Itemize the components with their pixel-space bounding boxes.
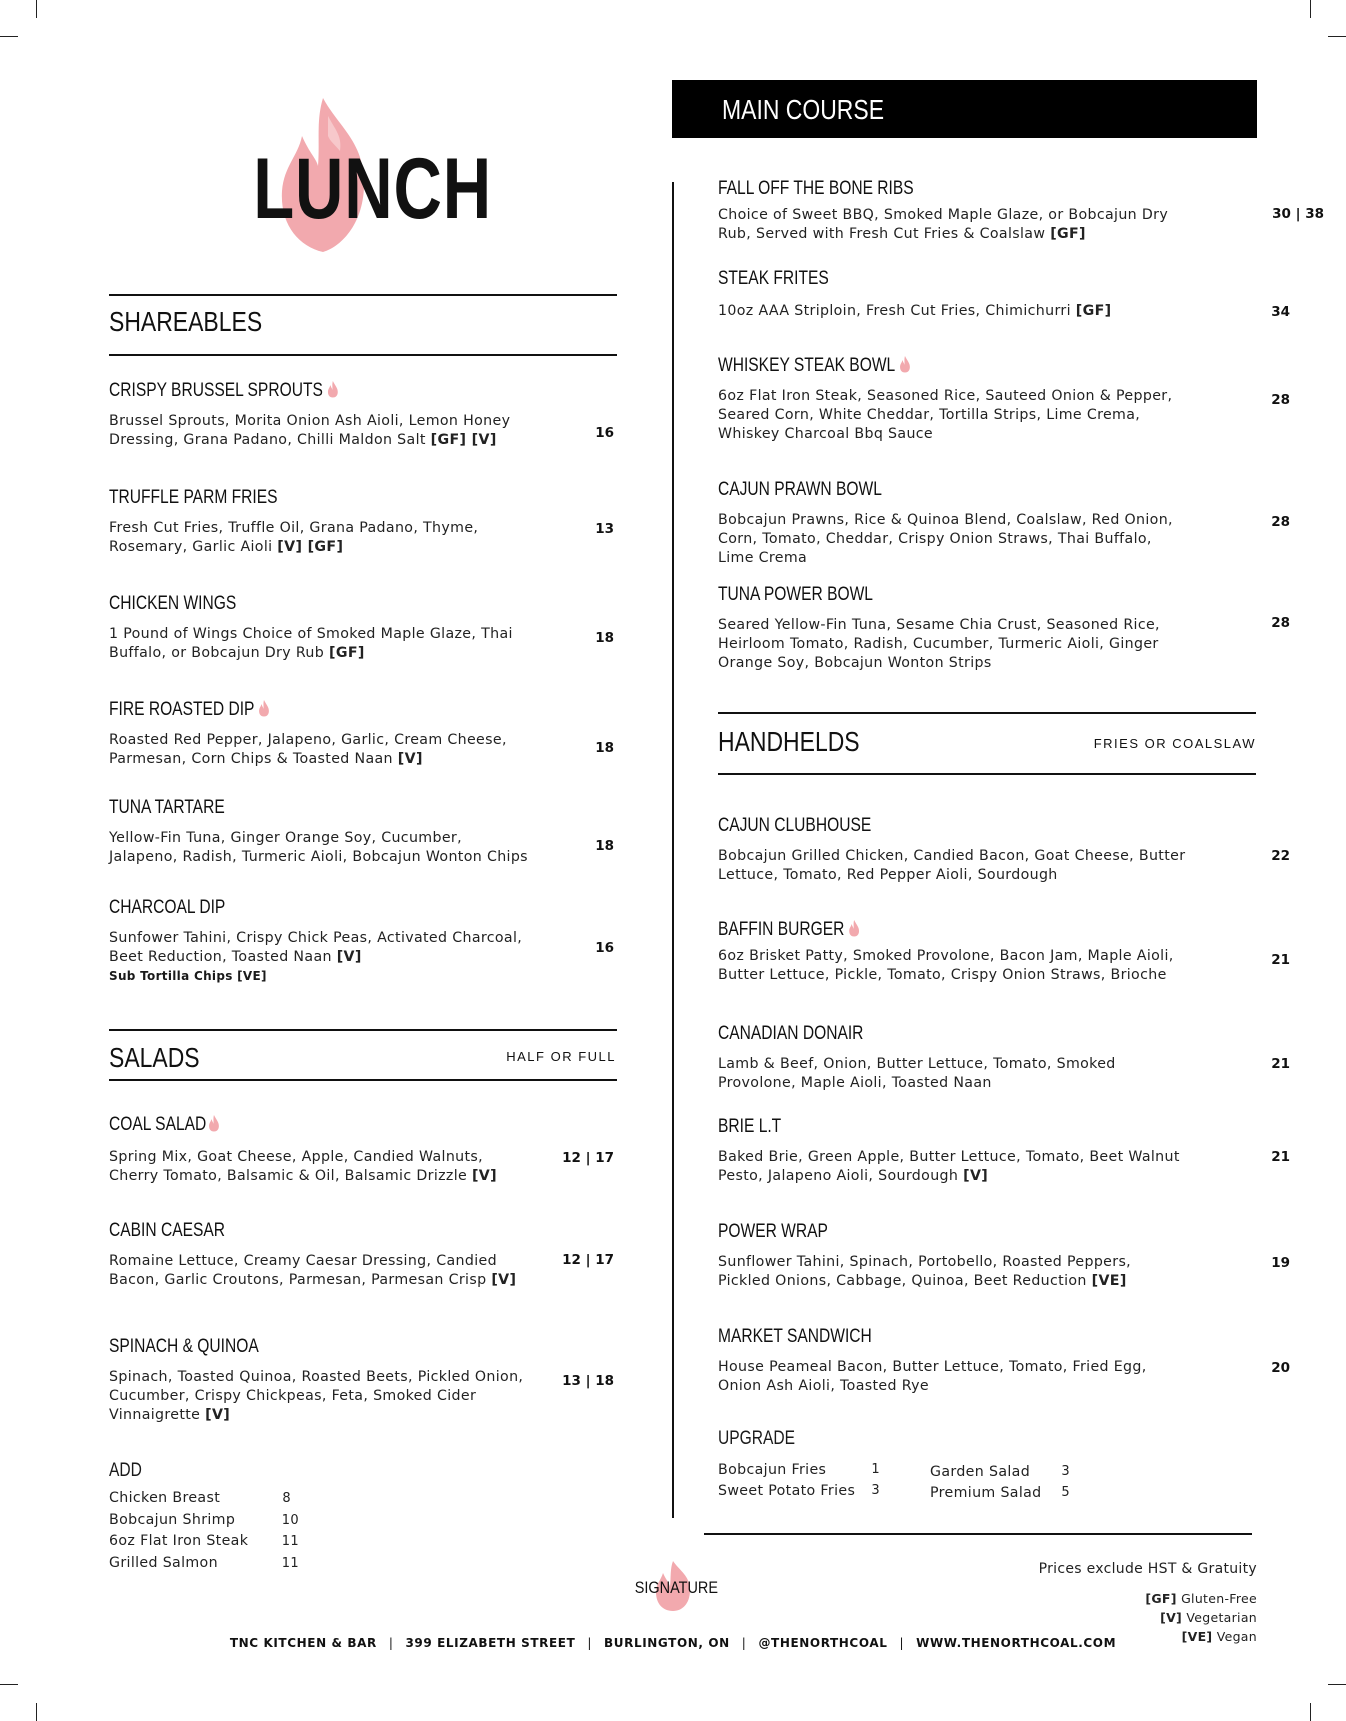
item-description: Bobcajun Prawns, Rice & Quinoa Blend, Coalslaw, Red Onion, Corn, Tomato, Cheddar, Crispy Onion Straws, Thai Buffalo, Lime Crema xyxy=(718,512,1173,566)
item-name: CHARCOAL DIP xyxy=(109,897,226,918)
add-on-price: 8 xyxy=(282,1491,291,1506)
upgrade-label: Garden Salad xyxy=(930,1464,1031,1480)
social-handle: @THENORTHCOAL xyxy=(758,1636,888,1650)
legend-code: [V] xyxy=(1160,1610,1183,1625)
website-link[interactable]: WWW.THENORTHCOAL.COM xyxy=(916,1636,1117,1650)
divider xyxy=(109,1079,617,1081)
footer-separator: | xyxy=(587,1636,593,1650)
signature-flame-icon xyxy=(848,919,859,937)
item-price: 12 | 17 xyxy=(562,1252,614,1268)
divider xyxy=(109,294,617,296)
item-description: Spinach, Toasted Quinoa, Roasted Beets, Pickled Onion, Cucumber, Crispy Chickpeas, Feta, Smoked Cider Vinnaigrette xyxy=(109,1369,524,1423)
add-ons-list xyxy=(109,1488,299,1574)
item-price: 16 xyxy=(595,940,614,956)
item-description: Lamb & Beef, Onion, Butter Lettuce, Tomato, Smoked Provolone, Maple Aioli, Toasted Naan xyxy=(718,1056,1116,1091)
item-name: TUNA POWER BOWL xyxy=(718,584,873,605)
dietary-tags: [V] xyxy=(397,751,423,767)
item-description: 6oz Flat Iron Steak, Seasoned Rice, Sauteed Onion & Pepper, Seared Corn, White Cheddar, Tortilla Strips, Lime Crema, Whiskey Charcoal Bbq Sauce xyxy=(718,388,1173,442)
divider xyxy=(718,773,1256,775)
item-description: 10oz AAA Striploin, Fresh Cut Fries, Chimichurri xyxy=(718,303,1071,319)
list-item xyxy=(718,1483,880,1499)
add-on-label: Grilled Salmon xyxy=(109,1554,218,1571)
item-description: Roasted Red Pepper, Jalapeno, Garlic, Cream Cheese, Parmesan, Corn Chips & Toasted Naan xyxy=(109,732,507,767)
item-name: COAL SALAD xyxy=(109,1114,207,1135)
item-price: 13 | 18 xyxy=(562,1373,614,1389)
item-price: 18 xyxy=(595,740,614,756)
column-divider xyxy=(672,182,674,1518)
item-description: 6oz Brisket Patty, Smoked Provolone, Bacon Jam, Maple Aioli, Butter Lettuce, Pickle, Tomato, Crispy Onion Straws, Brioche xyxy=(718,948,1174,983)
prices-note: Prices exclude HST & Gratuity xyxy=(1038,1561,1257,1577)
menu-item xyxy=(718,919,1288,985)
dietary-tags: [V] xyxy=(205,1407,231,1423)
list-item xyxy=(930,1485,1070,1501)
menu-item xyxy=(109,487,614,557)
crop-mark xyxy=(1328,1684,1346,1685)
item-price: 13 xyxy=(595,521,614,537)
upgrade-price: 3 xyxy=(1061,1464,1070,1479)
legend-label: Vegan xyxy=(1216,1629,1257,1644)
salads-size-note: HALF OR FULL xyxy=(506,1049,616,1064)
item-price: 20 xyxy=(1271,1360,1290,1376)
signature-label: SIGNATURE xyxy=(634,1578,718,1597)
legend-row xyxy=(1145,1608,1257,1627)
legend-code: [VE] xyxy=(1181,1629,1213,1644)
footer xyxy=(0,1636,1346,1650)
dietary-tags: [GF] [V] xyxy=(430,432,497,448)
menu-item xyxy=(109,699,614,769)
item-price: 30 | 38 xyxy=(1272,206,1324,222)
main-course-banner xyxy=(672,80,1257,138)
list-item xyxy=(109,1553,299,1575)
item-price: 19 xyxy=(1271,1255,1290,1271)
add-on-label: Chicken Breast xyxy=(109,1490,221,1506)
section-title-shareables: SHAREABLES xyxy=(109,306,263,337)
signature-flame-icon xyxy=(208,1114,219,1132)
item-name: CABIN CAESAR xyxy=(109,1220,226,1241)
item-name: TRUFFLE PARM FRIES xyxy=(109,487,278,508)
upgrade-price: 3 xyxy=(871,1483,880,1498)
crop-mark xyxy=(36,1703,37,1721)
item-name: CRISPY BRUSSEL SPROUTS xyxy=(109,380,323,401)
item-name: CAJUN PRAWN BOWL xyxy=(718,479,882,500)
item-price: 18 xyxy=(595,630,614,646)
menu-item xyxy=(718,178,1324,244)
signature-flame-icon xyxy=(327,380,338,398)
divider xyxy=(704,1533,1252,1535)
item-name: FALL OFF THE BONE RIBS xyxy=(718,178,914,199)
item-price: 12 | 17 xyxy=(562,1150,614,1166)
dietary-tags: [GF] xyxy=(1050,226,1086,242)
menu-item xyxy=(109,1114,614,1186)
dietary-tags: [V] xyxy=(336,949,362,965)
item-name: TUNA TARTARE xyxy=(109,797,225,818)
dietary-tags: [GF] xyxy=(328,645,365,661)
item-description: 1 Pound of Wings Choice of Smoked Maple Glaze, Thai Buffalo, or Bobcajun Dry Rub xyxy=(109,626,513,661)
dietary-tags: [VE] xyxy=(1091,1273,1127,1289)
item-description: Sunflower Tahini, Spinach, Portobello, Roasted Peppers, Pickled Onions, Cabbage, Quinoa, Beet Reduction xyxy=(718,1254,1132,1289)
dietary-tags: [V] xyxy=(471,1168,497,1184)
item-price: 18 xyxy=(595,838,614,854)
item-extra-option: Sub Tortilla Chips [VE] xyxy=(109,969,267,983)
menu-item xyxy=(718,479,1288,568)
list-item xyxy=(109,1488,299,1510)
item-description: Sunfower Tahini, Crispy Chick Peas, Activated Charcoal, Beet Reduction, Toasted Naan xyxy=(109,930,523,965)
menu-item xyxy=(109,380,614,450)
item-name: POWER WRAP xyxy=(718,1221,828,1242)
add-on-label: 6oz Flat Iron Steak xyxy=(109,1533,249,1549)
item-description: Bobcajun Grilled Chicken, Candied Bacon, Goat Cheese, Butter Lettuce, Tomato, Red Pepper Aioli, Sourdough xyxy=(718,848,1186,883)
menu-item xyxy=(109,1220,614,1290)
item-description: Seared Yellow-Fin Tuna, Sesame Chia Crust, Seasoned Rice, Heirloom Tomato, Radish, Cucumber, Turmeric Aioli, Ginger Orange Soy, Bobcajun Wonton Strips xyxy=(718,617,1160,671)
list-item xyxy=(930,1464,1070,1480)
menu-item xyxy=(718,1221,1288,1291)
crop-mark xyxy=(36,0,37,18)
crop-mark xyxy=(0,1684,18,1685)
dietary-tags: [V] xyxy=(491,1272,517,1288)
crop-mark xyxy=(0,36,18,37)
item-description: Romaine Lettuce, Creamy Caesar Dressing, Candied Bacon, Garlic Croutons, Parmesan, Parmesan Crisp xyxy=(109,1253,497,1288)
item-description: Baked Brie, Green Apple, Butter Lettuce, Tomato, Beet Walnut Pesto, Jalapeno Aioli, Sourdough xyxy=(718,1149,1180,1184)
item-description: Choice of Sweet BBQ, Smoked Maple Glaze, or Bobcajun Dry Rub, Served with Fresh Cut Fries & Coalslaw xyxy=(718,207,1169,242)
footer-separator: | xyxy=(899,1636,905,1650)
legend-code: [GF] xyxy=(1145,1591,1177,1606)
item-price: 22 xyxy=(1271,848,1290,864)
item-price: 16 xyxy=(595,425,614,441)
item-description: Yellow-Fin Tuna, Ginger Orange Soy, Cucumber, Jalapeno, Radish, Turmeric Aioli, Bobcajun Wonton Chips xyxy=(109,830,528,865)
item-name: SPINACH & QUINOA xyxy=(109,1336,259,1357)
add-on-label: Bobcajun Shrimp xyxy=(109,1511,236,1528)
menu-item xyxy=(718,1023,1288,1093)
menu-item xyxy=(718,584,1288,673)
dietary-tags: [V] xyxy=(963,1168,989,1184)
upgrade-price: 1 xyxy=(871,1462,880,1477)
item-name: WHISKEY STEAK BOWL xyxy=(718,355,896,376)
item-price: 21 xyxy=(1271,952,1290,968)
menu-item xyxy=(109,1336,614,1425)
menu-item xyxy=(109,897,614,983)
upgrade-label: Premium Salad xyxy=(930,1485,1042,1501)
item-price: 21 xyxy=(1271,1056,1290,1072)
add-on-price: 10 xyxy=(281,1512,299,1528)
legend-label: Vegetarian xyxy=(1186,1610,1257,1625)
item-name: BRIE L.T xyxy=(718,1116,782,1137)
section-title-main-course: MAIN COURSE xyxy=(722,94,885,125)
menu-title: LUNCH xyxy=(253,141,492,237)
item-price: 21 xyxy=(1271,1149,1290,1165)
add-on-price: 11 xyxy=(281,1534,299,1549)
crop-mark xyxy=(1328,36,1346,37)
upgrade-label: Bobcajun Fries xyxy=(718,1462,827,1478)
legend-row xyxy=(1145,1589,1257,1608)
section-title-handhelds: HANDHELDS xyxy=(718,726,860,757)
lunch-logo xyxy=(228,96,492,256)
upgrade-title: UPGRADE xyxy=(718,1428,796,1449)
list-item xyxy=(109,1510,299,1532)
item-name: CHICKEN WINGS xyxy=(109,593,237,614)
list-item xyxy=(718,1462,880,1478)
item-name: MARKET SANDWICH xyxy=(718,1326,872,1347)
crop-mark xyxy=(1310,1703,1311,1721)
list-item xyxy=(109,1531,299,1553)
menu-item xyxy=(718,268,1288,321)
menu-item xyxy=(718,355,1288,444)
signature-legend xyxy=(628,1560,718,1616)
item-description: Brussel Sprouts, Morita Onion Ash Aioli, Lemon Honey Dressing, Grana Padano, Chilli Maldon Salt xyxy=(109,413,511,448)
crop-mark xyxy=(1310,0,1311,18)
add-ons-title: ADD xyxy=(109,1460,142,1481)
handhelds-side-note: FRIES OR COALSLAW xyxy=(1093,736,1256,751)
item-price: 34 xyxy=(1271,304,1290,320)
menu-item xyxy=(718,1326,1288,1396)
street-address: 399 ELIZABETH STREET xyxy=(405,1636,576,1650)
divider xyxy=(718,712,1256,714)
item-price: 28 xyxy=(1271,615,1290,631)
section-title-salads: SALADS xyxy=(109,1042,200,1073)
item-name: CANADIAN DONAIR xyxy=(718,1023,864,1044)
upgrade-price: 5 xyxy=(1061,1485,1070,1500)
legend-label: Gluten-Free xyxy=(1181,1591,1257,1606)
footer-separator: | xyxy=(388,1636,394,1650)
dietary-tags: [V] [GF] xyxy=(277,539,344,555)
footer-separator: | xyxy=(741,1636,747,1650)
divider xyxy=(109,354,617,356)
divider xyxy=(109,1029,617,1031)
item-description: Spring Mix, Goat Cheese, Apple, Candied Walnuts, Cherry Tomato, Balsamic & Oil, Balsamic Drizzle xyxy=(109,1149,484,1184)
item-name: BAFFIN BURGER xyxy=(718,919,845,940)
item-description: House Peameal Bacon, Butter Lettuce, Tomato, Fried Egg, Onion Ash Aioli, Toasted Rye xyxy=(718,1359,1147,1394)
add-on-price: 11 xyxy=(281,1555,299,1571)
menu-item xyxy=(109,593,614,663)
item-name: CAJUN CLUBHOUSE xyxy=(718,815,872,836)
item-price: 28 xyxy=(1271,514,1290,530)
item-description: Fresh Cut Fries, Truffle Oil, Grana Padano, Thyme, Rosemary, Garlic Aioli xyxy=(109,520,479,555)
signature-flame-icon xyxy=(259,699,270,717)
upgrade-label: Sweet Potato Fries xyxy=(718,1483,856,1499)
item-price: 28 xyxy=(1271,392,1290,408)
item-name: FIRE ROASTED DIP xyxy=(109,699,255,720)
menu-item xyxy=(109,797,614,867)
item-name: STEAK FRITES xyxy=(718,268,829,289)
city: BURLINGTON, ON xyxy=(604,1636,730,1650)
signature-flame-icon xyxy=(899,355,910,373)
menu-item xyxy=(718,1116,1288,1186)
dietary-tags: [GF] xyxy=(1075,303,1112,319)
menu-item xyxy=(718,815,1288,885)
restaurant-name: TNC KITCHEN & BAR xyxy=(229,1636,377,1650)
